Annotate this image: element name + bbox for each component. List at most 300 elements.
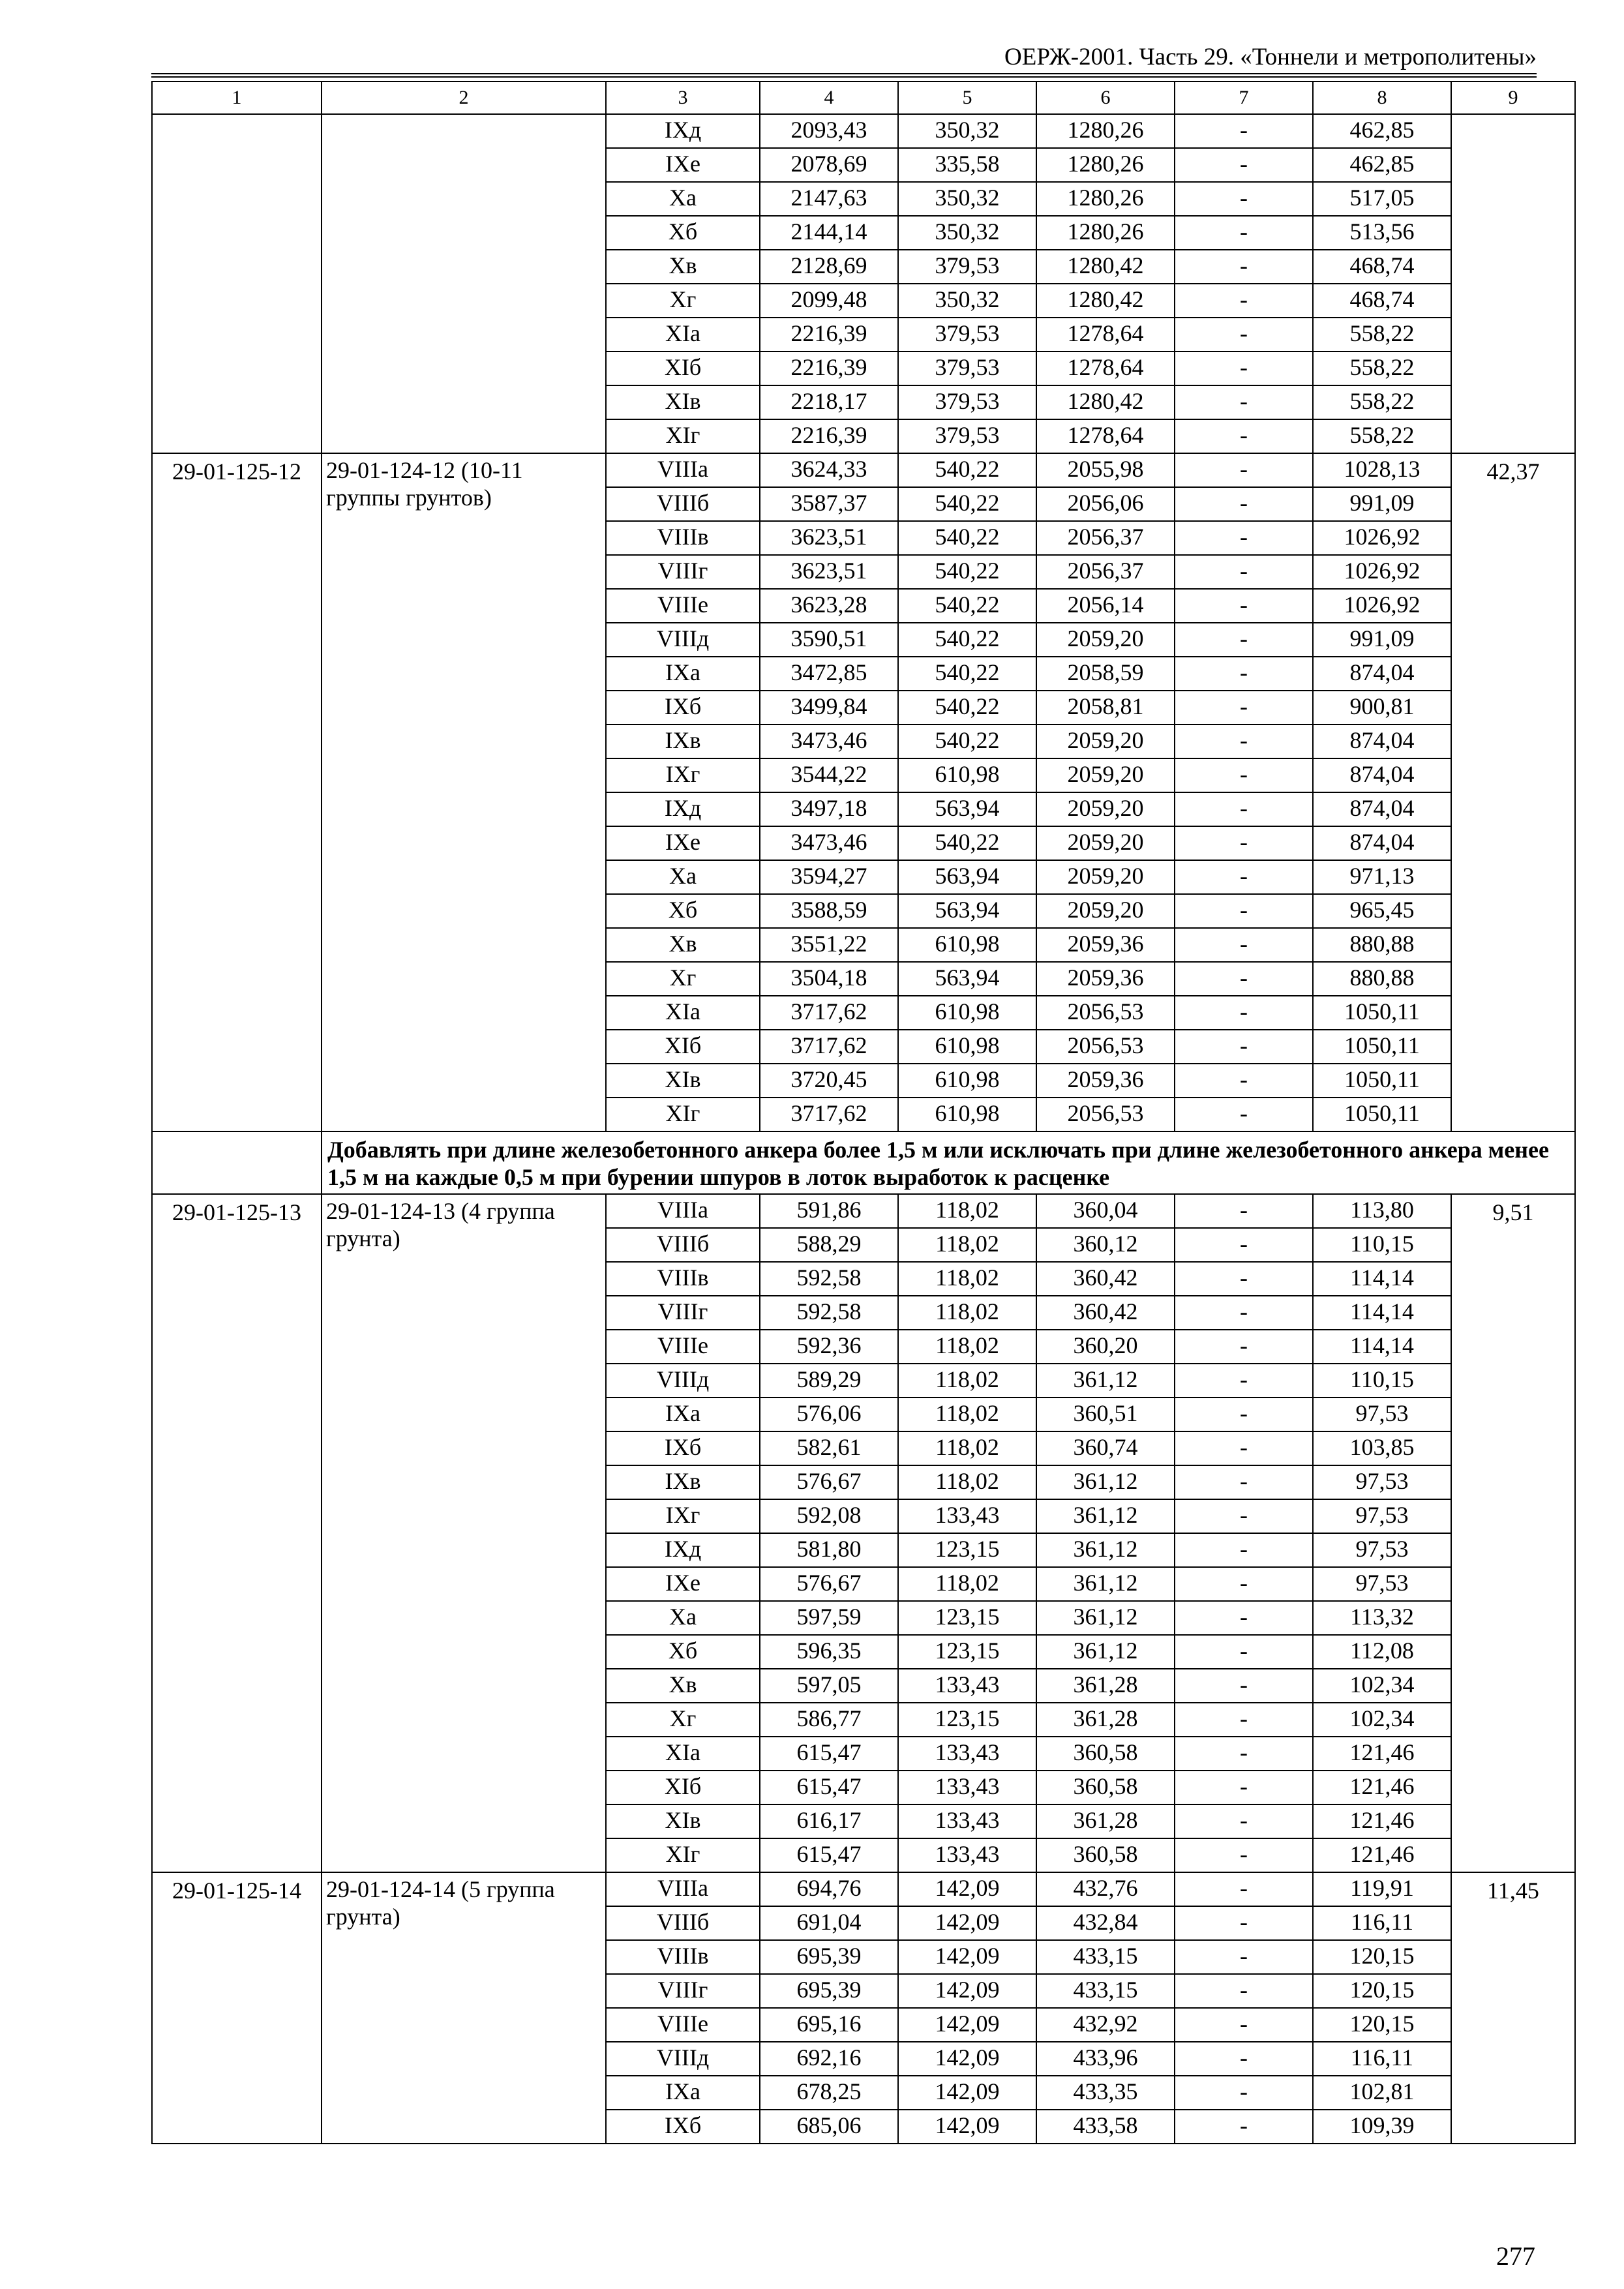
table-row xyxy=(152,453,1575,487)
value-col7-cell: - xyxy=(1175,2042,1313,2076)
value-col8-cell: 874,04 xyxy=(1313,725,1451,758)
value-col5-cell: 540,22 xyxy=(898,487,1036,521)
soil-category-cell: Xб xyxy=(606,216,760,250)
soil-category-cell: XIа xyxy=(606,1737,760,1771)
value-col5-cell: 123,15 xyxy=(898,1533,1036,1567)
value-col7-cell: - xyxy=(1175,928,1313,962)
value-col8-cell: 1050,11 xyxy=(1313,1064,1451,1098)
value-col8-cell: 558,22 xyxy=(1313,352,1451,385)
value-col6-cell: 1280,42 xyxy=(1036,250,1175,284)
value-col8-cell: 468,74 xyxy=(1313,284,1451,318)
value-col8-cell: 558,22 xyxy=(1313,385,1451,419)
value-col6-cell: 2058,81 xyxy=(1036,691,1175,725)
value-col6-cell: 1278,64 xyxy=(1036,419,1175,453)
value-col8-cell: 121,46 xyxy=(1313,1737,1451,1771)
soil-category-cell: VIIIе xyxy=(606,1330,760,1364)
value-col6-cell: 2059,20 xyxy=(1036,623,1175,657)
value-col7-cell: - xyxy=(1175,1030,1313,1064)
soil-category-cell: XIг xyxy=(606,1838,760,1872)
value-col6-cell: 361,28 xyxy=(1036,1804,1175,1838)
base-rate-reference-cell: 29-01-124-13 (4 группа грунта) xyxy=(322,1194,606,1872)
column-number-row xyxy=(152,82,1575,114)
value-col4-cell: 695,39 xyxy=(760,1940,898,1974)
value-col4-cell: 3623,51 xyxy=(760,555,898,589)
value-col8-cell: 121,46 xyxy=(1313,1804,1451,1838)
column-number: 5 xyxy=(898,82,1036,114)
value-col5-cell: 118,02 xyxy=(898,1228,1036,1262)
value-col8-cell: 102,81 xyxy=(1313,2076,1451,2110)
soil-category-cell: VIIIе xyxy=(606,589,760,623)
value-col5-cell: 379,53 xyxy=(898,352,1036,385)
value-col8-cell: 1050,11 xyxy=(1313,1030,1451,1064)
value-col8-cell: 121,46 xyxy=(1313,1838,1451,1872)
soil-category-cell: VIIIе xyxy=(606,2008,760,2042)
value-col7-cell: - xyxy=(1175,1330,1313,1364)
value-col8-cell: 120,15 xyxy=(1313,1940,1451,1974)
value-col8-cell: 462,85 xyxy=(1313,114,1451,148)
value-col4-cell: 592,08 xyxy=(760,1499,898,1533)
value-col8-cell: 558,22 xyxy=(1313,419,1451,453)
col9-value-cell: 11,45 xyxy=(1451,1872,1575,2144)
value-col5-cell: 142,09 xyxy=(898,1974,1036,2008)
value-col6-cell: 2056,06 xyxy=(1036,487,1175,521)
value-col4-cell: 581,80 xyxy=(760,1533,898,1567)
value-col8-cell: 97,53 xyxy=(1313,1398,1451,1431)
soil-category-cell: IXг xyxy=(606,758,760,792)
value-col5-cell: 123,15 xyxy=(898,1703,1036,1737)
value-col6-cell: 433,58 xyxy=(1036,2110,1175,2144)
value-col6-cell: 361,28 xyxy=(1036,1703,1175,1737)
table-row xyxy=(152,1194,1575,1228)
value-col7-cell: - xyxy=(1175,1737,1313,1771)
value-col6-cell: 2059,36 xyxy=(1036,962,1175,996)
soil-category-cell: Xб xyxy=(606,894,760,928)
value-col6-cell: 432,84 xyxy=(1036,1906,1175,1940)
value-col6-cell: 360,51 xyxy=(1036,1398,1175,1431)
value-col4-cell: 691,04 xyxy=(760,1906,898,1940)
soil-category-cell: VIIIг xyxy=(606,1296,760,1330)
header-rule-double xyxy=(151,76,1537,78)
value-col5-cell: 563,94 xyxy=(898,894,1036,928)
soil-category-cell: XIв xyxy=(606,1804,760,1838)
value-col7-cell: - xyxy=(1175,691,1313,725)
value-col8-cell: 103,85 xyxy=(1313,1431,1451,1465)
value-col5-cell: 379,53 xyxy=(898,419,1036,453)
soil-category-cell: Xа xyxy=(606,860,760,894)
value-col5-cell: 610,98 xyxy=(898,1064,1036,1098)
header-rule xyxy=(151,73,1537,74)
value-col4-cell: 2147,63 xyxy=(760,182,898,216)
value-col6-cell: 360,20 xyxy=(1036,1330,1175,1364)
value-col7-cell: - xyxy=(1175,216,1313,250)
value-col4-cell: 3717,62 xyxy=(760,1030,898,1064)
value-col8-cell: 113,80 xyxy=(1313,1194,1451,1228)
soil-category-cell: IXе xyxy=(606,826,760,860)
soil-category-cell: VIIIв xyxy=(606,521,760,555)
soil-category-cell: VIIIб xyxy=(606,487,760,521)
value-col5-cell: 133,43 xyxy=(898,1804,1036,1838)
column-number: 6 xyxy=(1036,82,1175,114)
value-col5-cell: 540,22 xyxy=(898,589,1036,623)
value-col4-cell: 3590,51 xyxy=(760,623,898,657)
value-col4-cell: 592,58 xyxy=(760,1262,898,1296)
value-col4-cell: 3720,45 xyxy=(760,1064,898,1098)
value-col7-cell: - xyxy=(1175,2110,1313,2144)
value-col8-cell: 97,53 xyxy=(1313,1465,1451,1499)
value-col7-cell: - xyxy=(1175,1098,1313,1131)
value-col5-cell: 335,58 xyxy=(898,148,1036,182)
rate-code-cell: 29-01-125-12 xyxy=(152,453,322,1131)
value-col4-cell: 3623,28 xyxy=(760,589,898,623)
value-col4-cell: 582,61 xyxy=(760,1431,898,1465)
value-col5-cell: 540,22 xyxy=(898,521,1036,555)
value-col7-cell: - xyxy=(1175,1669,1313,1703)
value-col6-cell: 433,15 xyxy=(1036,1940,1175,1974)
value-col4-cell: 3504,18 xyxy=(760,962,898,996)
value-col8-cell: 1026,92 xyxy=(1313,589,1451,623)
value-col4-cell: 588,29 xyxy=(760,1228,898,1262)
value-col6-cell: 361,28 xyxy=(1036,1669,1175,1703)
soil-category-cell: VIIIг xyxy=(606,555,760,589)
column-number: 4 xyxy=(760,82,898,114)
value-col4-cell: 576,06 xyxy=(760,1398,898,1431)
value-col8-cell: 874,04 xyxy=(1313,758,1451,792)
soil-category-cell: IXд xyxy=(606,792,760,826)
value-col7-cell: - xyxy=(1175,758,1313,792)
soil-category-cell: VIIIд xyxy=(606,623,760,657)
value-col5-cell: 350,32 xyxy=(898,114,1036,148)
value-col4-cell: 596,35 xyxy=(760,1635,898,1669)
value-col6-cell: 360,74 xyxy=(1036,1431,1175,1465)
value-col4-cell: 3717,62 xyxy=(760,1098,898,1131)
value-col5-cell: 540,22 xyxy=(898,691,1036,725)
value-col4-cell: 591,86 xyxy=(760,1194,898,1228)
note-text: Добавлять при длине железобетонного анкера более 1,5 м или исключать при длине железобетонного анкера менее 1,5 м на каждые 0,5 м при бурении шпуров в лоток выработок к расценке xyxy=(322,1131,1575,1194)
value-col7-cell: - xyxy=(1175,555,1313,589)
soil-category-cell: IXв xyxy=(606,725,760,758)
value-col4-cell: 586,77 xyxy=(760,1703,898,1737)
value-col8-cell: 517,05 xyxy=(1313,182,1451,216)
value-col6-cell: 433,15 xyxy=(1036,1974,1175,2008)
value-col8-cell: 558,22 xyxy=(1313,318,1451,352)
value-col6-cell: 360,04 xyxy=(1036,1194,1175,1228)
soil-category-cell: IXа xyxy=(606,2076,760,2110)
soil-category-cell: VIIIг xyxy=(606,1974,760,2008)
value-col7-cell: - xyxy=(1175,250,1313,284)
soil-category-cell: IXг xyxy=(606,1499,760,1533)
running-header: ОЕРЖ-2001. Часть 29. «Тоннели и метрополитены» xyxy=(1004,44,1537,70)
value-col4-cell: 576,67 xyxy=(760,1567,898,1601)
value-col7-cell: - xyxy=(1175,589,1313,623)
value-col8-cell: 114,14 xyxy=(1313,1330,1451,1364)
value-col7-cell: - xyxy=(1175,182,1313,216)
value-col6-cell: 433,96 xyxy=(1036,2042,1175,2076)
value-col7-cell: - xyxy=(1175,114,1313,148)
value-col5-cell: 563,94 xyxy=(898,860,1036,894)
soil-category-cell: XIб xyxy=(606,352,760,385)
value-col5-cell: 118,02 xyxy=(898,1567,1036,1601)
value-col8-cell: 102,34 xyxy=(1313,1703,1451,1737)
value-col5-cell: 379,53 xyxy=(898,318,1036,352)
value-col7-cell: - xyxy=(1175,792,1313,826)
value-col8-cell: 1026,92 xyxy=(1313,555,1451,589)
value-col7-cell: - xyxy=(1175,1431,1313,1465)
value-col7-cell: - xyxy=(1175,148,1313,182)
soil-category-cell: IXа xyxy=(606,1398,760,1431)
value-col8-cell: 513,56 xyxy=(1313,216,1451,250)
value-col4-cell: 3587,37 xyxy=(760,487,898,521)
value-col6-cell: 2059,20 xyxy=(1036,792,1175,826)
base-rate-reference-cell: 29-01-124-12 (10-11 группы грунтов) xyxy=(322,453,606,1131)
soil-category-cell: Xв xyxy=(606,1669,760,1703)
soil-category-cell: VIIIб xyxy=(606,1228,760,1262)
value-col4-cell: 3594,27 xyxy=(760,860,898,894)
value-col8-cell: 462,85 xyxy=(1313,148,1451,182)
soil-category-cell: Xа xyxy=(606,182,760,216)
value-col8-cell: 110,15 xyxy=(1313,1228,1451,1262)
value-col5-cell: 118,02 xyxy=(898,1431,1036,1465)
value-col7-cell: - xyxy=(1175,1974,1313,2008)
value-col4-cell: 2099,48 xyxy=(760,284,898,318)
value-col6-cell: 2056,53 xyxy=(1036,1098,1175,1131)
value-col6-cell: 432,92 xyxy=(1036,2008,1175,2042)
column-number: 2 xyxy=(322,82,606,114)
soil-category-cell: VIIIа xyxy=(606,1872,760,1906)
soil-category-cell: Xб xyxy=(606,1635,760,1669)
col9-value-cell xyxy=(1451,114,1575,453)
value-col5-cell: 133,43 xyxy=(898,1499,1036,1533)
value-col4-cell: 2216,39 xyxy=(760,352,898,385)
soil-category-cell: IXб xyxy=(606,2110,760,2144)
soil-category-cell: Xг xyxy=(606,962,760,996)
value-col8-cell: 900,81 xyxy=(1313,691,1451,725)
value-col6-cell: 360,58 xyxy=(1036,1771,1175,1804)
value-col5-cell: 350,32 xyxy=(898,182,1036,216)
value-col6-cell: 2058,59 xyxy=(1036,657,1175,691)
value-col6-cell: 2056,37 xyxy=(1036,521,1175,555)
column-number: 1 xyxy=(152,82,322,114)
column-number: 7 xyxy=(1175,82,1313,114)
value-col5-cell: 540,22 xyxy=(898,623,1036,657)
value-col6-cell: 2059,20 xyxy=(1036,860,1175,894)
soil-category-cell: IXе xyxy=(606,1567,760,1601)
value-col5-cell: 118,02 xyxy=(898,1465,1036,1499)
value-col5-cell: 540,22 xyxy=(898,826,1036,860)
value-col4-cell: 678,25 xyxy=(760,2076,898,2110)
soil-category-cell: IXа xyxy=(606,657,760,691)
value-col6-cell: 2059,20 xyxy=(1036,725,1175,758)
value-col4-cell: 3497,18 xyxy=(760,792,898,826)
value-col8-cell: 116,11 xyxy=(1313,1906,1451,1940)
value-col4-cell: 576,67 xyxy=(760,1465,898,1499)
soil-category-cell: XIг xyxy=(606,419,760,453)
value-col7-cell: - xyxy=(1175,2076,1313,2110)
rates-table xyxy=(151,81,1576,2144)
value-col8-cell: 97,53 xyxy=(1313,1499,1451,1533)
value-col8-cell: 991,09 xyxy=(1313,623,1451,657)
value-col8-cell: 114,14 xyxy=(1313,1262,1451,1296)
value-col6-cell: 1280,26 xyxy=(1036,148,1175,182)
soil-category-cell: VIIIа xyxy=(606,1194,760,1228)
value-col7-cell: - xyxy=(1175,962,1313,996)
soil-category-cell: IXв xyxy=(606,1465,760,1499)
value-col4-cell: 2218,17 xyxy=(760,385,898,419)
value-col8-cell: 468,74 xyxy=(1313,250,1451,284)
soil-category-cell: VIIIб xyxy=(606,1906,760,1940)
soil-category-cell: XIа xyxy=(606,318,760,352)
soil-category-cell: Xв xyxy=(606,250,760,284)
soil-category-cell: VIIIв xyxy=(606,1262,760,1296)
value-col4-cell: 615,47 xyxy=(760,1838,898,1872)
value-col7-cell: - xyxy=(1175,385,1313,419)
value-col7-cell: - xyxy=(1175,453,1313,487)
value-col6-cell: 2056,14 xyxy=(1036,589,1175,623)
value-col5-cell: 118,02 xyxy=(898,1330,1036,1364)
value-col7-cell: - xyxy=(1175,352,1313,385)
value-col7-cell: - xyxy=(1175,1499,1313,1533)
value-col4-cell: 3473,46 xyxy=(760,725,898,758)
value-col7-cell: - xyxy=(1175,1465,1313,1499)
value-col7-cell: - xyxy=(1175,1262,1313,1296)
value-col5-cell: 133,43 xyxy=(898,1771,1036,1804)
value-col4-cell: 592,36 xyxy=(760,1330,898,1364)
rate-code-cell: 29-01-125-14 xyxy=(152,1872,322,2144)
value-col5-cell: 118,02 xyxy=(898,1364,1036,1398)
value-col7-cell: - xyxy=(1175,487,1313,521)
column-number: 9 xyxy=(1451,82,1575,114)
value-col8-cell: 1050,11 xyxy=(1313,1098,1451,1131)
value-col7-cell: - xyxy=(1175,1194,1313,1228)
value-col8-cell: 120,15 xyxy=(1313,1974,1451,2008)
value-col7-cell: - xyxy=(1175,1364,1313,1398)
soil-category-cell: Xа xyxy=(606,1601,760,1635)
value-col4-cell: 2093,43 xyxy=(760,114,898,148)
value-col4-cell: 2078,69 xyxy=(760,148,898,182)
value-col6-cell: 1280,26 xyxy=(1036,182,1175,216)
soil-category-cell: XIб xyxy=(606,1030,760,1064)
soil-category-cell: Xв xyxy=(606,928,760,962)
note-row xyxy=(152,1131,1575,1194)
value-col7-cell: - xyxy=(1175,1296,1313,1330)
value-col8-cell: 880,88 xyxy=(1313,962,1451,996)
value-col4-cell: 2216,39 xyxy=(760,318,898,352)
value-col8-cell: 97,53 xyxy=(1313,1567,1451,1601)
value-col5-cell: 610,98 xyxy=(898,1030,1036,1064)
value-col7-cell: - xyxy=(1175,1906,1313,1940)
value-col7-cell: - xyxy=(1175,1398,1313,1431)
value-col6-cell: 360,12 xyxy=(1036,1228,1175,1262)
value-col4-cell: 616,17 xyxy=(760,1804,898,1838)
value-col8-cell: 874,04 xyxy=(1313,826,1451,860)
value-col5-cell: 350,32 xyxy=(898,284,1036,318)
value-col7-cell: - xyxy=(1175,521,1313,555)
rate-code-cell xyxy=(152,114,322,453)
soil-category-cell: Xг xyxy=(606,284,760,318)
value-col7-cell: - xyxy=(1175,894,1313,928)
value-col4-cell: 2128,69 xyxy=(760,250,898,284)
value-col8-cell: 113,32 xyxy=(1313,1601,1451,1635)
value-col4-cell: 3717,62 xyxy=(760,996,898,1030)
value-col8-cell: 120,15 xyxy=(1313,2008,1451,2042)
value-col8-cell: 114,14 xyxy=(1313,1296,1451,1330)
value-col6-cell: 2056,53 xyxy=(1036,1030,1175,1064)
value-col7-cell: - xyxy=(1175,1567,1313,1601)
value-col6-cell: 1278,64 xyxy=(1036,318,1175,352)
value-col5-cell: 142,09 xyxy=(898,1906,1036,1940)
value-col8-cell: 1050,11 xyxy=(1313,996,1451,1030)
value-col5-cell: 610,98 xyxy=(898,996,1036,1030)
value-col7-cell: - xyxy=(1175,1838,1313,1872)
soil-category-cell: XIб xyxy=(606,1771,760,1804)
base-rate-reference-cell xyxy=(322,114,606,453)
value-col5-cell: 133,43 xyxy=(898,1737,1036,1771)
value-col6-cell: 2059,20 xyxy=(1036,758,1175,792)
value-col5-cell: 142,09 xyxy=(898,2008,1036,2042)
value-col7-cell: - xyxy=(1175,284,1313,318)
value-col5-cell: 142,09 xyxy=(898,2110,1036,2144)
value-col7-cell: - xyxy=(1175,1635,1313,1669)
soil-category-cell: IXд xyxy=(606,1533,760,1567)
value-col7-cell: - xyxy=(1175,860,1313,894)
value-col4-cell: 597,05 xyxy=(760,1669,898,1703)
value-col6-cell: 361,12 xyxy=(1036,1499,1175,1533)
value-col6-cell: 2059,20 xyxy=(1036,826,1175,860)
value-col5-cell: 142,09 xyxy=(898,2076,1036,2110)
value-col4-cell: 597,59 xyxy=(760,1601,898,1635)
value-col5-cell: 563,94 xyxy=(898,962,1036,996)
value-col8-cell: 1026,92 xyxy=(1313,521,1451,555)
value-col4-cell: 3623,51 xyxy=(760,521,898,555)
value-col5-cell: 123,15 xyxy=(898,1635,1036,1669)
value-col8-cell: 116,11 xyxy=(1313,2042,1451,2076)
value-col5-cell: 133,43 xyxy=(898,1669,1036,1703)
value-col5-cell: 350,32 xyxy=(898,216,1036,250)
value-col8-cell: 965,45 xyxy=(1313,894,1451,928)
value-col7-cell: - xyxy=(1175,1601,1313,1635)
soil-category-cell: XIв xyxy=(606,385,760,419)
value-col6-cell: 361,12 xyxy=(1036,1533,1175,1567)
value-col5-cell: 118,02 xyxy=(898,1262,1036,1296)
value-col8-cell: 1028,13 xyxy=(1313,453,1451,487)
value-col7-cell: - xyxy=(1175,2008,1313,2042)
note-empty-cell xyxy=(152,1131,322,1194)
value-col8-cell: 971,13 xyxy=(1313,860,1451,894)
value-col5-cell: 142,09 xyxy=(898,1940,1036,1974)
value-col8-cell: 880,88 xyxy=(1313,928,1451,962)
soil-category-cell: Xг xyxy=(606,1703,760,1737)
soil-category-cell: IXб xyxy=(606,691,760,725)
value-col7-cell: - xyxy=(1175,1940,1313,1974)
value-col8-cell: 102,34 xyxy=(1313,1669,1451,1703)
value-col6-cell: 433,35 xyxy=(1036,2076,1175,2110)
value-col7-cell: - xyxy=(1175,1533,1313,1567)
soil-category-cell: IXд xyxy=(606,114,760,148)
value-col4-cell: 3472,85 xyxy=(760,657,898,691)
value-col4-cell: 3551,22 xyxy=(760,928,898,962)
value-col8-cell: 109,39 xyxy=(1313,2110,1451,2144)
value-col6-cell: 432,76 xyxy=(1036,1872,1175,1906)
value-col7-cell: - xyxy=(1175,1064,1313,1098)
value-col4-cell: 694,76 xyxy=(760,1872,898,1906)
value-col5-cell: 118,02 xyxy=(898,1194,1036,1228)
value-col4-cell: 3588,59 xyxy=(760,894,898,928)
value-col5-cell: 118,02 xyxy=(898,1296,1036,1330)
value-col7-cell: - xyxy=(1175,1771,1313,1804)
value-col4-cell: 592,58 xyxy=(760,1296,898,1330)
value-col6-cell: 361,12 xyxy=(1036,1567,1175,1601)
col9-value-cell: 42,37 xyxy=(1451,453,1575,1131)
value-col5-cell: 123,15 xyxy=(898,1601,1036,1635)
